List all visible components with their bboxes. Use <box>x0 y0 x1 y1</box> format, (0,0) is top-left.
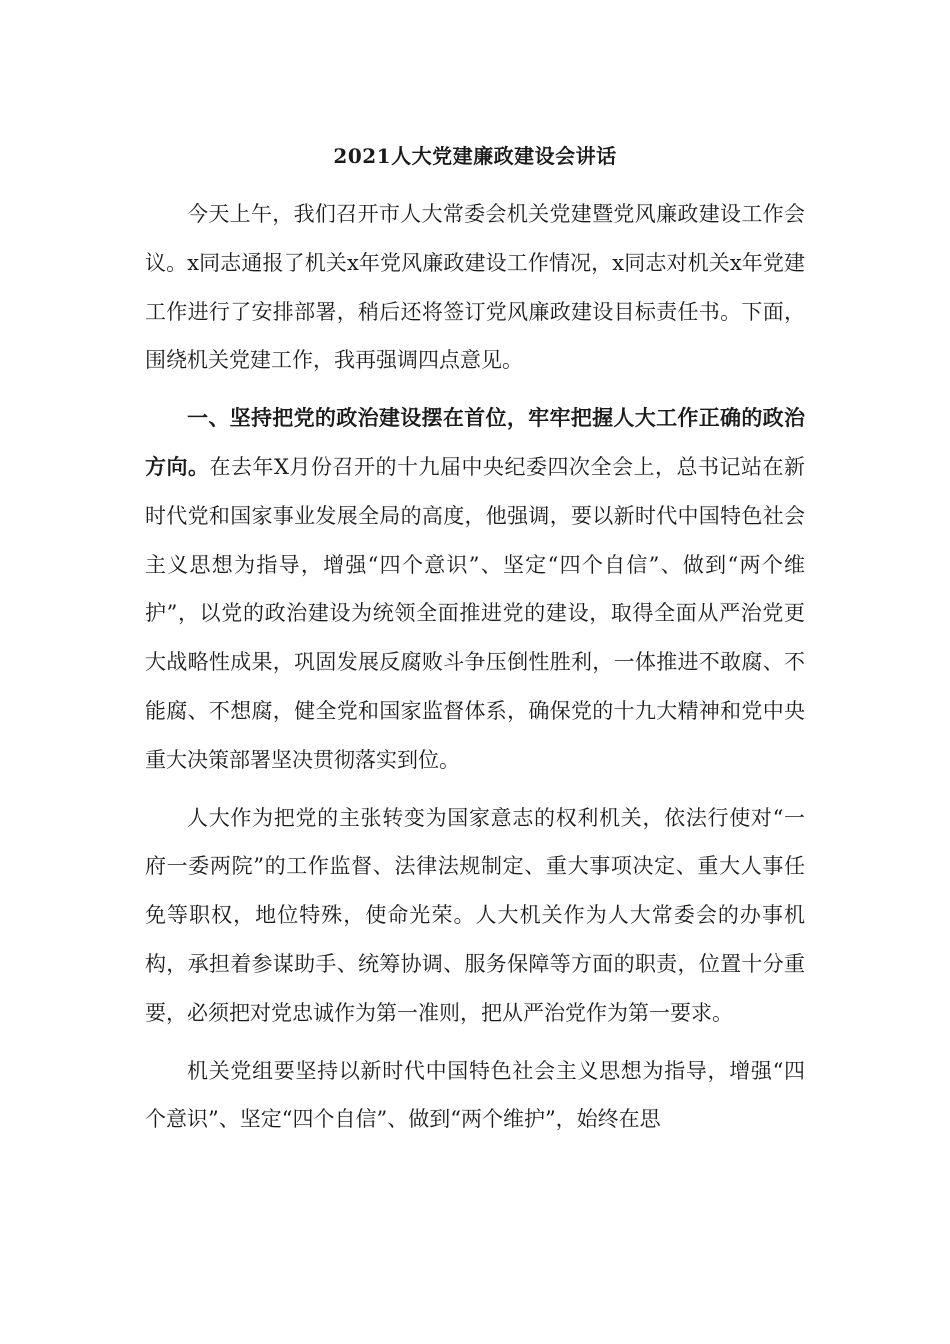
document-title: 2021人大党建廉政建设会讲话 <box>333 144 617 168</box>
paragraph-text: 今天上午，我们召开市人大常委会机关党建暨党风廉政建设工作会议。x同志通报了机关x年党风廉政建设工作情况，x同志对机关x年党建工作进行了安排部署，稍后还将签订党风廉政建设目标责任书。下面，围绕机关党建工作，我再强调四点意见。 <box>145 202 805 373</box>
paragraph-text: 人大作为把党的主张转变为国家意志的权利机关，依法行使对“一府一委两院”的工作监督、法律法规制定、重大事项决定、重大人事任免等职权，地位特殊，使命光荣。人大机关作为人大常委会的办事机构，承担着参谋助手、统筹协调、服务保障等方面的职责，位置十分重要，必须把对党忠诚作为第一准则，把从严治党作为第一要求。 <box>145 805 805 1025</box>
paragraph-text: 在去年X月份召开的十九届中央纪委四次全会上，总书记站在新时代党和国家事业发展全局的高度，他强调，要以新时代中国特色社会主义思想为指导，增强“四个意识”、坚定“四个自信”、做到“两个维护”，以党的政治建设为统领全面推进党的建设，取得全面从严治党更大战略性成果，巩固发展反腐败斗争压倒性胜利，一体推进不敢腐、不能腐、不想腐，健全党和国家监督体系，确保党的十九大精神和党中央重大决策部署坚决贯彻落实到位。 <box>145 454 806 772</box>
paragraph-text: 机关党组要坚持以新时代中国特色社会主义思想为指导，增强“四个意识”、坚定“四个自信”、做到“两个维护”，始终在思 <box>145 1058 805 1132</box>
paragraph-people-congress <box>145 794 805 1038</box>
section-heading: 一、坚持把党的政治建设摆在首位，牢牢把握人大工作正确的政治方向。 <box>145 405 805 479</box>
paragraph-party-group <box>145 1047 805 1145</box>
document-body <box>145 190 805 1153</box>
paragraph-section-one <box>145 394 805 784</box>
paragraph-intro <box>145 190 805 385</box>
